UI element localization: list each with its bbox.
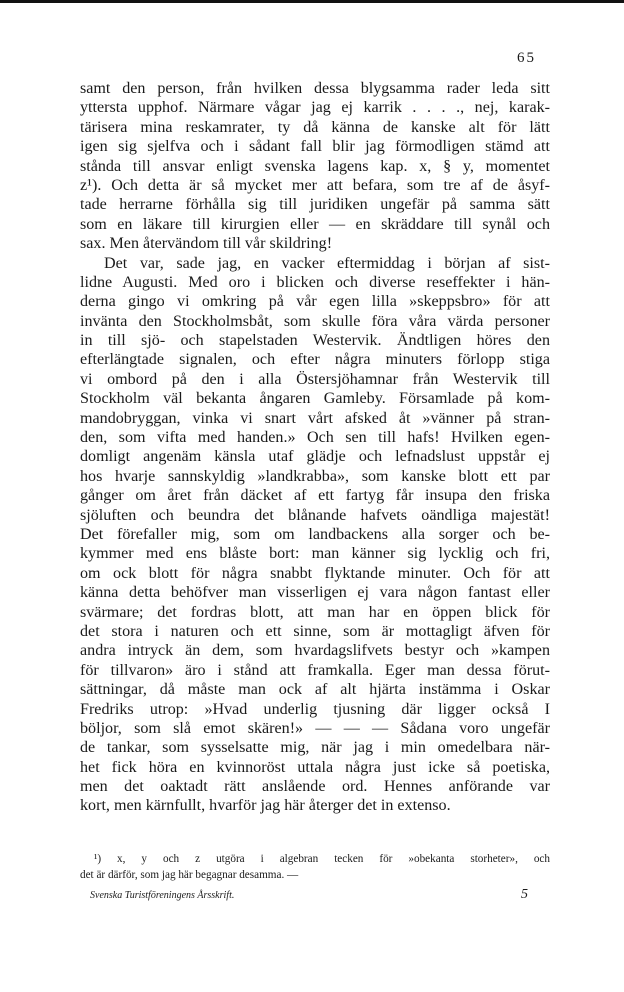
text-line: tade herrarne förhålla sig till juridiken ungefär på samma sätt [80, 196, 550, 214]
text-line: mandobryggan, vinka vi snart vårt afsked åt »vänner på stran- [80, 409, 550, 427]
text-line: het fick höra en kvinnoröst uttala några just icke så poetiska, [80, 758, 550, 776]
text-line: tärisera mina reskamrater, ty då känna de kanske alt för lätt [80, 118, 550, 136]
text-line: vi ombord på den i alla Östersjöhamnar från Westervik till [80, 370, 550, 388]
signature-mark: 5 [521, 887, 528, 902]
text-line: gånger om året från däcket af ett fartyg får insupa den friska [80, 487, 550, 505]
text-line: det stora i naturen och ett sinne, som är mottagligt äfven för [80, 622, 550, 640]
top-rule [0, 0, 624, 3]
text-line: Fredriks utrop: »Hvad underlig tjusning där ligger också I [80, 700, 550, 718]
footnote-line: ¹) x, y och z utgöra i algebran tecken för »obekanta storheter», och [94, 853, 550, 865]
text-line: andra intryck än dem, som hvardagslifvets bestyr och »kampen [80, 642, 550, 660]
text-line: samt den person, från hvilken dessa blygsamma rader leda sitt [80, 80, 550, 97]
text-line: svärmare; det fordras blott, att man har en öppen blick för [80, 603, 550, 621]
journal-name: Svenska Turistföreningens Årsskrift. [90, 890, 235, 901]
text-line: stånda till ansvar enligt svenska lagens kap. x, § y, momentet [80, 157, 550, 175]
text-line: Det var, sade jag, en vacker eftermiddag i början af sist- [104, 254, 550, 272]
text-line: kort, men kärnfullt, hvarför jag här återger det in extenso. [80, 797, 451, 815]
text-line: om ock blott för några snabbt flyktande minuter. Och för att [80, 564, 550, 582]
page-number: 65 [517, 50, 536, 66]
text-line: Stockholm väl bekanta ångaren Gamleby. Församlade på kom- [80, 390, 550, 408]
text-line: sjöluften och beundra det blånande hafvets oändliga majestät! [80, 506, 550, 524]
text-line: yttersta upphof. Närmare vågar jag ej karrik . . . ., nej, karak- [80, 99, 550, 117]
text-line: men det oaktadt rätt anslående ord. Hennes anförande var [80, 778, 550, 796]
body-text [80, 79, 550, 816]
text-line: hos hvarje sannskyldig »landkrabba», som kanske blott ett par [80, 467, 550, 485]
text-line: z¹). Och detta är så mycket mer att befara, som tre af de åsyf- [80, 176, 550, 194]
text-line: för tillvaron» äro i stånd att framkalla. Eger man dessa förut- [80, 661, 550, 679]
text-line: efterlängtade signalen, och efter några minuters förlopp stiga [80, 351, 550, 369]
text-line: derna gingo vi omkring på vår egen lilla »skeppsbro» för att [80, 293, 550, 311]
text-line: Det förefaller mig, som om landbackens alla sorger och be- [80, 525, 550, 543]
text-line: sättningar, då måste man ock af alt hjärta instämma i Oskar [80, 681, 550, 699]
text-line: den, som vifta med handen.» Och sen till hafs! Hvilken egen- [80, 429, 550, 447]
text-line: in till sjö- och stapelstaden Westervik. Ändtligen höres den [80, 332, 550, 350]
text-line: invänta den Stockholmsbåt, som skulle föra våra värda personer [80, 312, 550, 330]
text-line: domligt angenäm känsla utaf glädje och lefnadslust uppstår ej [80, 448, 550, 466]
text-line: de tankar, som sysselsatte mig, när jag i min omedelbara när- [80, 739, 550, 757]
footnote-line: det är därför, som jag här begagnar desamma. — [80, 869, 299, 881]
text-line: sax. Men återvändom till vår skildring! [80, 235, 333, 253]
text-line: känna detta behöfver man visserligen ej vara någon fantast eller [80, 584, 550, 602]
text-line: lidne Augusti. Med oro i blicken och diverse reseffekter i hän- [80, 273, 550, 291]
text-line: kymmer med ens blåste bort: man känner sig lycklig och fri, [80, 545, 550, 563]
text-line: igen sig sjelfva och i sådant fall blir jag förmodligen stämd att [80, 138, 550, 156]
text-line: böljor, som slå emot skären!» — — — Sådana voro ungefär [80, 719, 550, 737]
text-line: som en läkare till kirurgien eller — en skräddare till synål och [80, 215, 550, 233]
footnotes [80, 851, 550, 883]
